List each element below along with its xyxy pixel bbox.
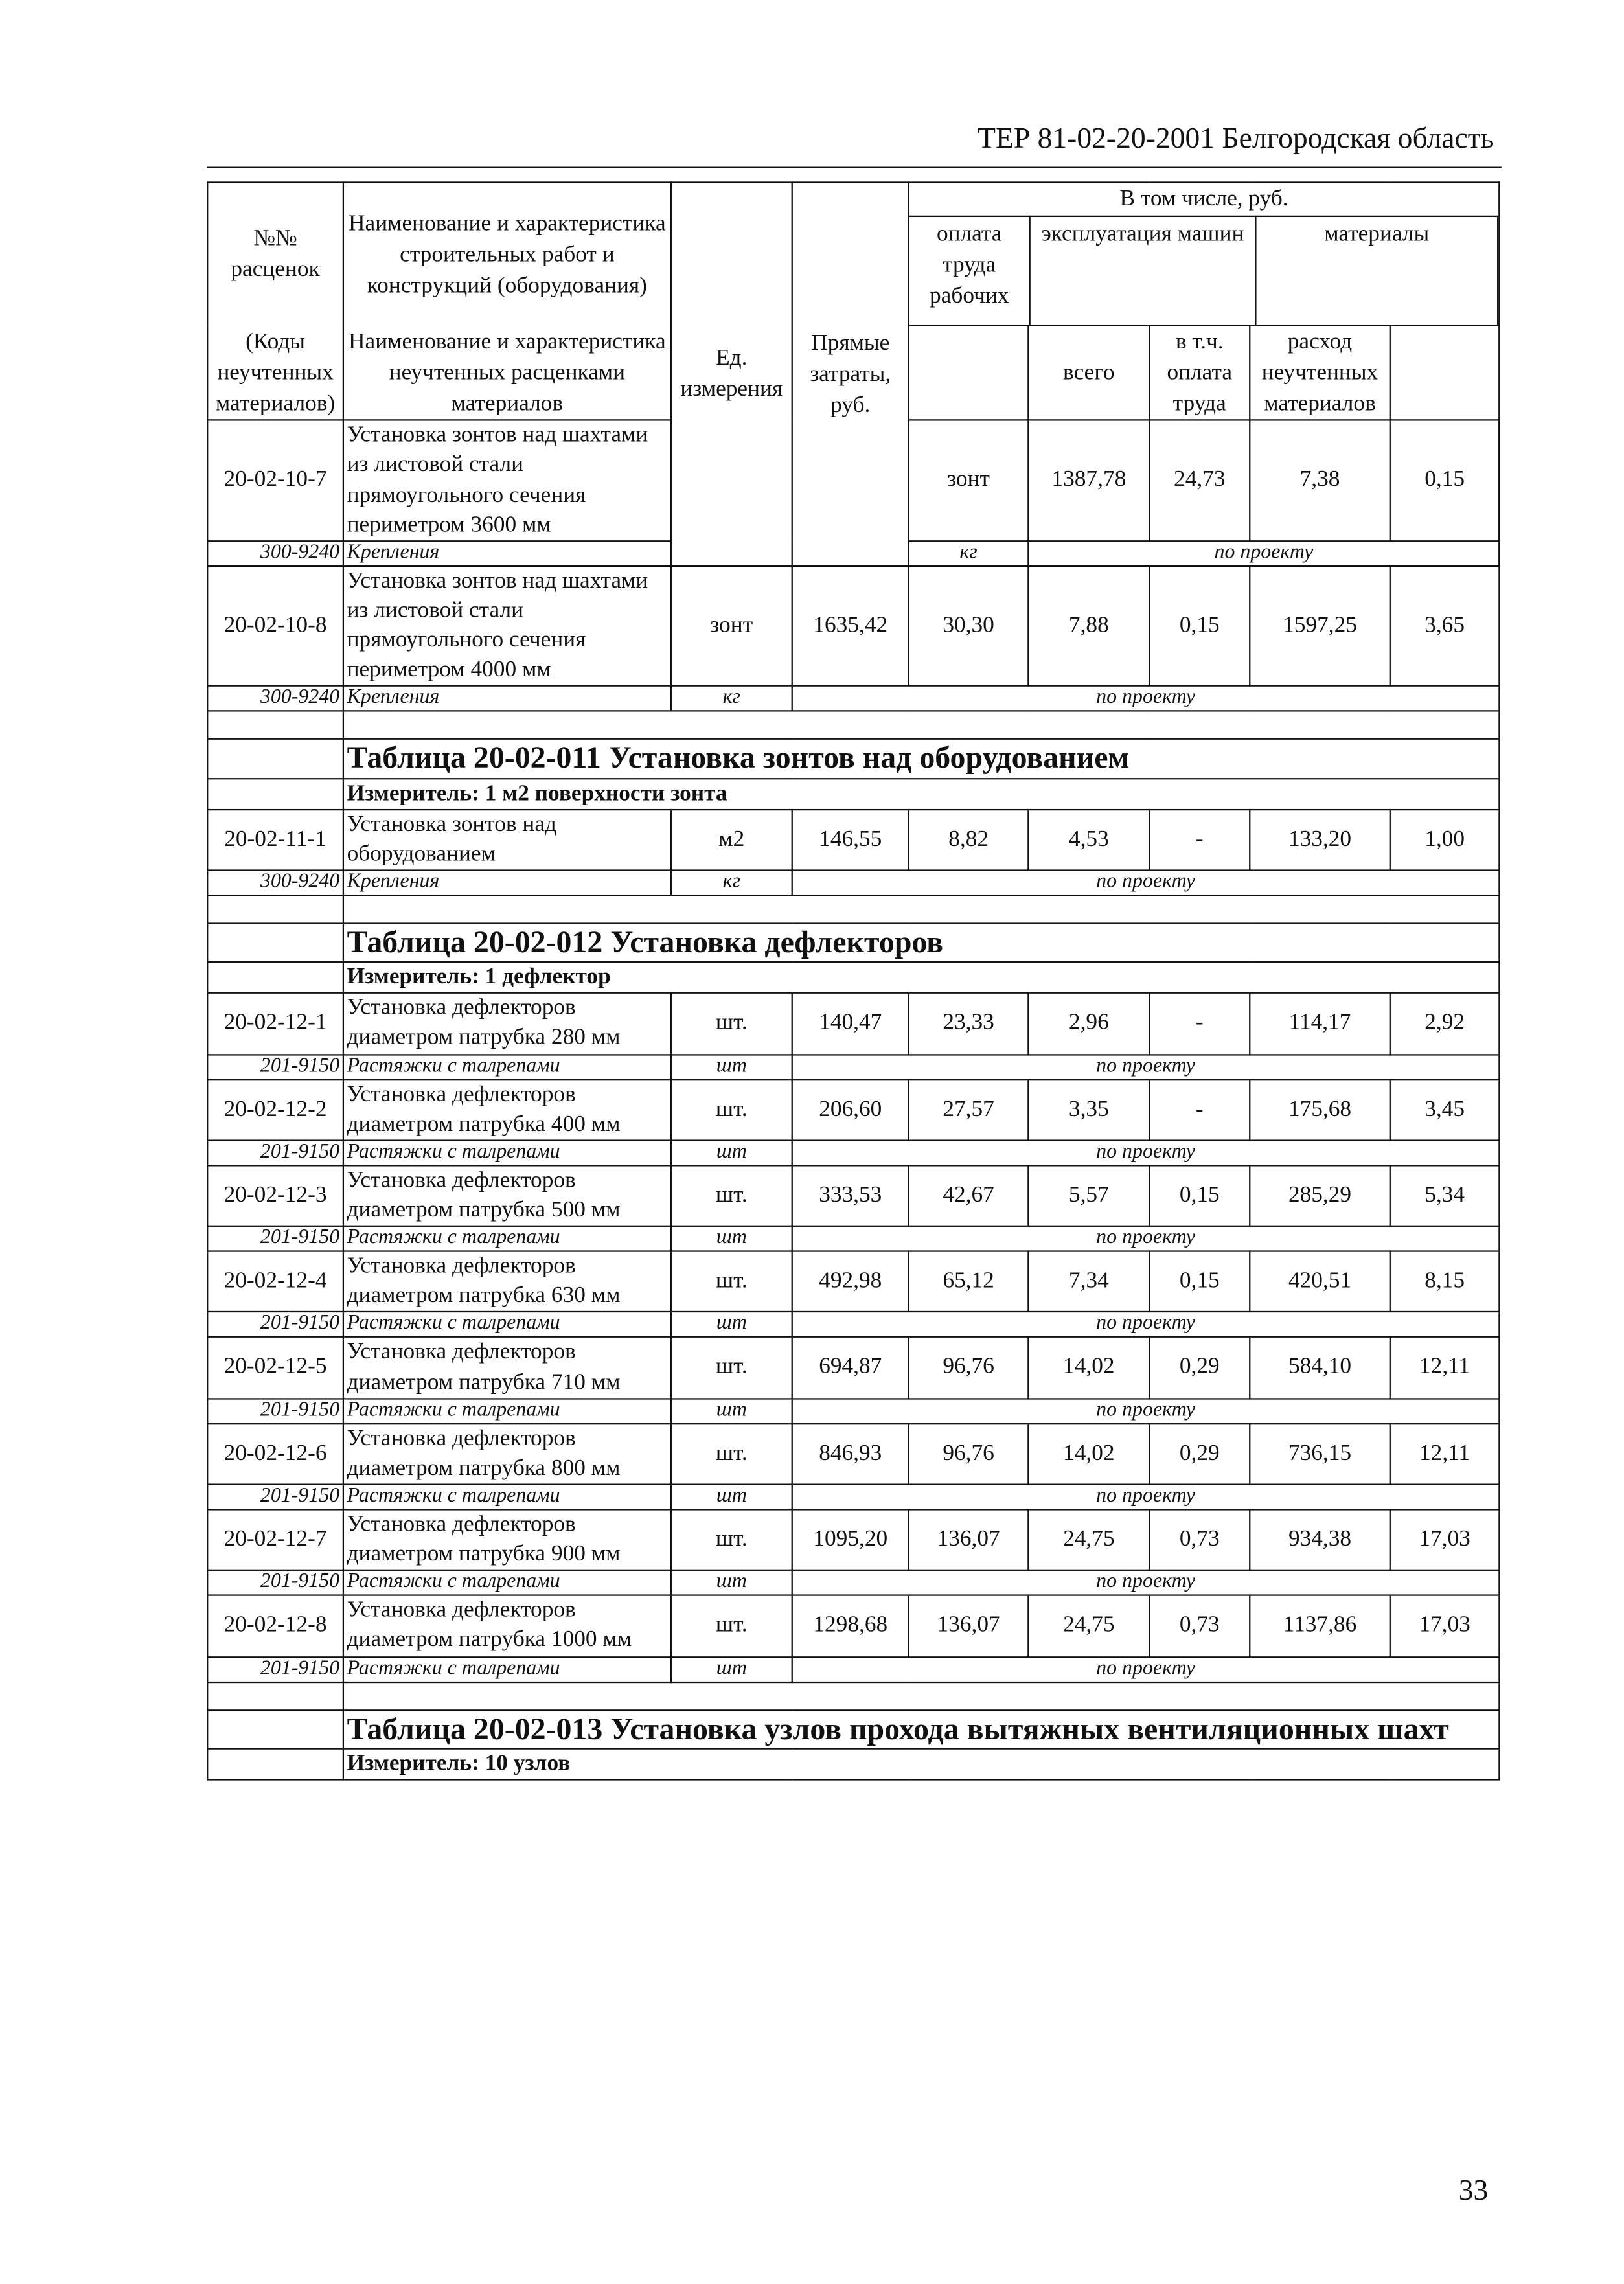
table-row [207,1079,1499,1140]
rate-code: 20-02-12-4 [207,1251,343,1312]
measure-row [207,1748,1499,1779]
material-qty: по проекту [792,1312,1500,1338]
price-table [207,181,1500,1780]
wage-cost: 27,57 [909,1079,1029,1140]
direct-cost: 140,47 [792,993,909,1054]
section-measure: Измеритель: 1 дефлектор [343,962,1500,993]
labor-cost: 3,65 [1390,566,1500,687]
machine-cost: 7,38 [1250,420,1390,541]
section-title: Таблица 20-02-012 Установка дефлекторов [343,924,1500,963]
labor-cost: 2,92 [1390,993,1500,1054]
machine-cost: 14,02 [1028,1424,1149,1485]
unit: шт. [671,1595,792,1656]
col-materials: материалы [1257,217,1499,325]
unit: шт. [671,1509,792,1570]
work-name: Установка дефлекторов диаметром патрубка 710 мм [343,1338,671,1399]
material-qty: по проекту [792,870,1500,895]
material-name: Растяжки с талрепами [343,1656,671,1682]
material-qty: по проекту [792,1226,1500,1251]
direct-cost: 846,93 [792,1424,909,1485]
section-title-row [207,1709,1499,1748]
rate-code: 20-02-12-5 [207,1338,343,1399]
section-title: Таблица 20-02-011 Установка зонтов над оборудованием [343,740,1500,779]
spacer-row [207,711,1499,739]
machine-wage: - [1149,993,1250,1054]
material-qty: по проекту [792,1399,1500,1424]
work-name: Установка зонтов над шахтами из листовой стали прямоугольного сечения периметром 4000 мм [343,566,671,687]
machine-wage: 0,15 [1149,1251,1250,1312]
machine-wage: 0,29 [1149,1338,1250,1399]
material-row [207,1140,1499,1165]
direct-cost: 1635,42 [792,566,909,687]
col-unaccounted: расход неучтенных материалов [1250,326,1390,420]
material-qty: по проекту [792,1485,1500,1510]
machine-cost: 4,53 [1028,809,1149,870]
materials-cost: 736,15 [1250,1424,1390,1485]
material-name: Растяжки с талрепами [343,1485,671,1510]
material-unit: шт [671,1054,792,1079]
spacer-row [207,895,1499,923]
machine-wage: 0,73 [1149,1595,1250,1656]
unit: шт. [671,1251,792,1312]
machine-cost: 14,02 [1028,1338,1149,1399]
material-code: 300-9240 [207,686,343,711]
rate-code: 20-02-12-7 [207,1509,343,1570]
labor-cost: 3,45 [1390,1079,1500,1140]
materials-cost: 934,38 [1250,1509,1390,1570]
wage-cost: 42,67 [909,1165,1029,1226]
table-row [207,1424,1499,1485]
rate-code: 20-02-11-1 [207,809,343,870]
work-name: Установка дефлекторов диаметром патрубка 500 мм [343,1165,671,1226]
material-qty: по проекту [792,1140,1500,1165]
wage-cost: 24,73 [1149,420,1250,541]
machine-wage: - [1149,1079,1250,1140]
material-name: Крепления [343,870,671,895]
unit: м2 [671,809,792,870]
machine-wage: - [1149,809,1250,870]
unit: зонт [671,566,792,687]
unit: шт. [671,1079,792,1140]
section-title-row [207,740,1499,779]
material-row [207,1399,1499,1424]
machine-wage: 0,15 [1149,1165,1250,1226]
material-unit: кг [671,686,792,711]
material-qty: по проекту [1028,541,1499,566]
materials-cost: 1597,25 [1250,566,1390,687]
col-direct: Прямые затраты, руб. [792,182,909,565]
materials-cost: 114,17 [1250,993,1390,1054]
labor-cost: 12,11 [1390,1424,1500,1485]
machine-wage: 0,29 [1149,1424,1250,1485]
col-machines: эксплуатация машин [1041,221,1244,247]
material-qty: по проекту [792,1656,1500,1682]
col-wage: оплата труда рабочих [909,217,1031,325]
direct-cost: 492,98 [792,1251,909,1312]
material-row [207,1312,1499,1338]
table-row [207,993,1499,1054]
work-name: Установка дефлекторов диаметром патрубка 400 мм [343,1079,671,1140]
materials-cost: 175,68 [1250,1079,1390,1140]
materials-cost: 420,51 [1250,1251,1390,1312]
table-row [207,1251,1499,1312]
measure-row [207,962,1499,993]
material-code: 201-9150 [207,1399,343,1424]
section-title-row [207,924,1499,963]
table-row [207,809,1499,870]
rate-code: 20-02-12-2 [207,1079,343,1140]
material-qty: по проекту [792,1054,1500,1079]
direct-cost: 1095,20 [792,1509,909,1570]
col-incl: В том числе, руб. [909,183,1498,217]
col-incl-group [909,182,1500,325]
labor-cost: 8,15 [1390,1251,1500,1312]
direct-cost: 1298,68 [792,1595,909,1656]
page-number: 33 [1458,2175,1489,2208]
material-row [207,686,1499,711]
material-unit: кг [671,870,792,895]
col-machine-wage: в т.ч. оплата труда [1149,326,1250,420]
spacer-row [207,1682,1499,1709]
material-row [207,1485,1499,1510]
work-name: Установка зонтов над шахтами из листовой стали прямоугольного сечения периметром 3600 мм [343,420,671,541]
material-unit: шт [671,1656,792,1682]
table-row [207,1165,1499,1226]
material-name: Крепления [343,541,671,566]
material-code: 300-9240 [207,541,343,566]
section-measure: Измеритель: 1 м2 поверхности зонта [343,778,1500,809]
machine-wage: 0,73 [1149,1509,1250,1570]
materials-cost: 584,10 [1250,1338,1390,1399]
table-row [207,1338,1499,1399]
unit: шт. [671,993,792,1054]
material-code: 201-9150 [207,1312,343,1338]
material-name: Растяжки с талрепами [343,1226,671,1251]
rate-code: 20-02-12-1 [207,993,343,1054]
material-name: Растяжки с талрепами [343,1054,671,1079]
labor-cost: 17,03 [1390,1509,1500,1570]
machine-cost: 2,96 [1028,993,1149,1054]
material-unit: шт [671,1226,792,1251]
machine-cost: 5,57 [1028,1165,1149,1226]
work-name: Установка дефлекторов диаметром патрубка 630 мм [343,1251,671,1312]
material-name: Растяжки с талрепами [343,1312,671,1338]
machine-cost: 24,75 [1028,1595,1149,1656]
material-row [207,1570,1499,1595]
col-name-top: Наименование и характеристика строительных работ и конструкций (оборудования) [343,182,671,325]
material-row [207,1656,1499,1682]
machine-cost: 3,35 [1028,1079,1149,1140]
material-code: 201-9150 [207,1570,343,1595]
material-code: 201-9150 [207,1054,343,1079]
wage-cost: 96,76 [909,1424,1029,1485]
work-name: Установка дефлекторов диаметром патрубка 900 мм [343,1509,671,1570]
labor-cost: 17,03 [1390,1595,1500,1656]
measure-row [207,778,1499,809]
labor-cost: 5,34 [1390,1165,1500,1226]
wage-cost: 30,30 [909,566,1029,687]
unit: шт. [671,1424,792,1485]
col-code-bottom: (Коды неучтенных материалов) [207,326,343,420]
section-measure: Измеритель: 10 узлов [343,1748,1500,1779]
wage-cost: 23,33 [909,993,1029,1054]
machine-wage: 0,15 [1390,420,1500,541]
material-name: Растяжки с талрепами [343,1140,671,1165]
labor-cost: 12,11 [1390,1338,1500,1399]
material-code: 201-9150 [207,1226,343,1251]
col-unit: Ед. измерения [671,182,792,565]
unit: зонт [909,420,1029,541]
wage-cost: 136,07 [909,1509,1029,1570]
material-unit: кг [909,541,1029,566]
direct-cost: 1387,78 [1028,420,1149,541]
material-code: 201-9150 [207,1485,343,1510]
machine-cost: 24,75 [1028,1509,1149,1570]
material-row [207,1226,1499,1251]
materials-cost: 1137,86 [1250,1595,1390,1656]
materials-cost: 285,29 [1250,1165,1390,1226]
unit: шт. [671,1165,792,1226]
wage-cost: 136,07 [909,1595,1029,1656]
direct-cost: 206,60 [792,1079,909,1140]
labor-cost: 1,00 [1390,809,1500,870]
wage-cost: 96,76 [909,1338,1029,1399]
col-name-bottom: Наименование и характеристика неучтенных расценками материалов [343,326,671,420]
material-code: 201-9150 [207,1656,343,1682]
material-unit: шт [671,1399,792,1424]
table-row [207,1509,1499,1570]
work-name: Установка дефлекторов диаметром патрубка 280 мм [343,993,671,1054]
section-title: Таблица 20-02-013 Установка узлов прохода вытяжных вентиляционных шахт [343,1709,1500,1748]
material-qty: по проекту [792,686,1500,711]
machine-wage: 0,15 [1149,566,1250,687]
material-unit: шт [671,1140,792,1165]
material-code: 300-9240 [207,870,343,895]
rate-code: 20-02-12-8 [207,1595,343,1656]
material-code: 201-9150 [207,1140,343,1165]
wage-cost: 8,82 [909,809,1029,870]
direct-cost: 146,55 [792,809,909,870]
unit: шт. [671,1338,792,1399]
material-name: Растяжки с талрепами [343,1399,671,1424]
table-row [207,1595,1499,1656]
material-unit: шт [671,1485,792,1510]
machine-cost: 7,34 [1028,1251,1149,1312]
direct-cost: 333,53 [792,1165,909,1226]
wage-cost: 65,12 [909,1251,1029,1312]
rate-code: 20-02-12-6 [207,1424,343,1485]
material-unit: шт [671,1570,792,1595]
material-name: Крепления [343,686,671,711]
material-row [207,870,1499,895]
work-name: Установка зонтов над оборудованием [343,809,671,870]
material-name: Растяжки с талрепами [343,1570,671,1595]
running-header: ТЕР 81-02-20-2001 Белгородская область [978,122,1494,155]
table-header-row-1 [207,182,1499,325]
header-rule [207,167,1502,168]
material-row [207,1054,1499,1079]
rate-code: 20-02-10-8 [207,566,343,687]
rate-code: 20-02-12-3 [207,1165,343,1226]
col-code-top: №№ расценок [207,182,343,325]
work-name: Установка дефлекторов диаметром патрубка 1000 мм [343,1595,671,1656]
table-row [207,566,1499,687]
direct-cost: 694,87 [792,1338,909,1399]
rate-code: 20-02-10-7 [207,420,343,541]
material-unit: шт [671,1312,792,1338]
material-qty: по проекту [792,1570,1500,1595]
materials-cost: 133,20 [1250,809,1390,870]
work-name: Установка дефлекторов диаметром патрубка 800 мм [343,1424,671,1485]
col-machine-total: всего [1028,326,1149,420]
machine-cost: 7,88 [1028,566,1149,687]
